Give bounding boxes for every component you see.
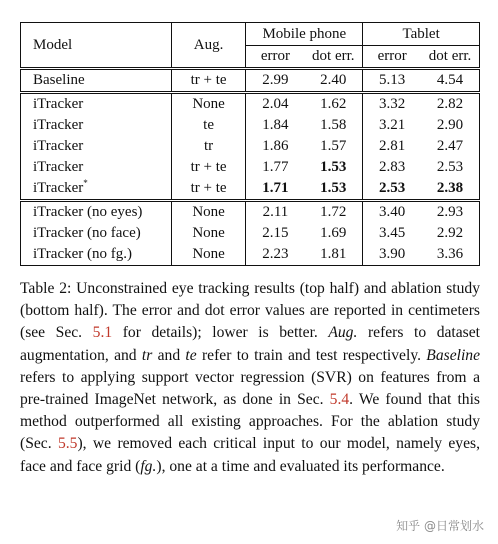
cell-aug: tr bbox=[171, 136, 246, 157]
cell-model: iTracker (no eyes) bbox=[21, 201, 172, 224]
cell-mobile-error: 2.15 bbox=[262, 225, 289, 241]
caption-text: refers to applying support vector regression (SVR) on features from a pre-trained ImageNet network, as done in Sec. bbox=[20, 368, 480, 409]
cell-model bbox=[21, 178, 172, 201]
cell-model: iTracker (no face) bbox=[21, 223, 172, 244]
section-link-5-5[interactable]: 5.5 bbox=[57, 435, 78, 453]
cell-model: iTracker (no fg.) bbox=[21, 244, 172, 266]
caption-text: refer to train and test respectively. bbox=[196, 346, 427, 364]
table-row bbox=[21, 223, 480, 244]
cell-aug: None bbox=[171, 244, 246, 266]
caption-italic-baseline: Baseline bbox=[426, 346, 480, 364]
cell-tablet-error: 2.83 bbox=[379, 159, 406, 175]
cell-aug: None bbox=[171, 223, 246, 244]
cell-tablet-dot: 3.36 bbox=[436, 246, 464, 262]
cell-model: iTracker bbox=[21, 157, 172, 178]
cell-model: Baseline bbox=[21, 69, 172, 93]
cell-mobile-error: 2.99 bbox=[246, 69, 304, 93]
cell-mobile-dot: 1.62 bbox=[304, 93, 362, 116]
caption-italic-tr: tr bbox=[141, 346, 153, 364]
cell-mobile-dot: 1.58 bbox=[304, 115, 362, 136]
cell-tablet-dot: 2.92 bbox=[436, 225, 464, 241]
subheader-mobile-dot: dot err. bbox=[304, 46, 362, 69]
cell-tablet-dot: 2.90 bbox=[436, 117, 464, 133]
table-row bbox=[21, 244, 480, 266]
caption-text: ), we removed each critical input to our model, namely eyes, face and face grid ( bbox=[20, 435, 480, 475]
table-header-row bbox=[21, 23, 480, 46]
cell-mobile-error: 2.11 bbox=[246, 201, 304, 224]
cell-tablet-dot: 2.93 bbox=[421, 201, 479, 224]
cell-tablet-error: 3.90 bbox=[379, 246, 406, 262]
cell-tablet-error: 3.21 bbox=[379, 117, 406, 133]
table-row bbox=[21, 93, 480, 116]
cell-tablet-error: 2.53 bbox=[379, 180, 406, 196]
paper-figure bbox=[20, 22, 480, 478]
caption-text: Table 2: Unconstrained eye tracking results (top half) and ablation study (bottom half). The error and dot error values are reported in centimeters (see Sec. bbox=[20, 280, 480, 342]
cell-aug: tr + te bbox=[171, 69, 246, 93]
cell-tablet-error: 3.32 bbox=[363, 93, 421, 116]
caption-text: for details); lower is better. bbox=[112, 324, 329, 342]
section-link-5-1[interactable]: 5.1 bbox=[92, 324, 113, 342]
cell-tablet-error: 2.81 bbox=[379, 138, 406, 154]
cell-aug: tr + te bbox=[171, 157, 246, 178]
caption-text: . We found that this method outperformed all existing approaches. For the ablation study (Sec. bbox=[20, 391, 480, 453]
cell-mobile-dot: 2.40 bbox=[304, 69, 362, 93]
caption-italic-aug: Aug. bbox=[328, 324, 358, 342]
cell-tablet-dot: 2.38 bbox=[436, 180, 464, 196]
cell-model: iTracker bbox=[21, 136, 172, 157]
caption-text: refers to dataset augmentation, and bbox=[20, 324, 480, 364]
cell-model: iTracker bbox=[21, 93, 172, 116]
table-row bbox=[21, 201, 480, 224]
cell-mobile-error: 1.84 bbox=[262, 117, 289, 133]
cell-tablet-dot: 2.53 bbox=[436, 159, 464, 175]
header-aug: Aug. bbox=[171, 23, 246, 69]
subheader-mobile-error: error bbox=[260, 48, 290, 64]
table-row bbox=[21, 115, 480, 136]
asterisk-superscript: * bbox=[83, 178, 88, 188]
zhihu-watermark-text: 知乎 @日常划水 bbox=[396, 519, 484, 533]
caption-italic-fg: fg. bbox=[140, 457, 157, 475]
caption-italic-te: te bbox=[185, 346, 197, 364]
section-link-5-4[interactable]: 5.4 bbox=[329, 391, 350, 409]
cell-tablet-dot: 2.47 bbox=[436, 138, 464, 154]
cell-mobile-dot: 1.53 bbox=[304, 157, 362, 178]
cell-mobile-error: 1.71 bbox=[262, 180, 289, 196]
header-tablet: Tablet bbox=[363, 23, 480, 46]
cell-mobile-dot: 1.81 bbox=[304, 244, 362, 266]
cell-aug: None bbox=[171, 201, 246, 224]
results-table bbox=[20, 22, 480, 266]
table-row bbox=[21, 136, 480, 157]
cell-tablet-dot: 2.82 bbox=[421, 93, 479, 116]
cell-model: iTracker bbox=[21, 115, 172, 136]
cell-mobile-error: 1.86 bbox=[262, 138, 289, 154]
header-model: Model bbox=[21, 23, 172, 69]
cell-mobile-error: 1.77 bbox=[262, 159, 289, 175]
watermark bbox=[396, 517, 484, 534]
cell-mobile-dot: 1.69 bbox=[304, 223, 362, 244]
cell-aug: None bbox=[171, 93, 246, 116]
table-row bbox=[21, 69, 480, 93]
table-caption bbox=[20, 278, 480, 478]
cell-aug: tr + te bbox=[171, 178, 246, 201]
cell-aug: te bbox=[171, 115, 246, 136]
cell-mobile-error: 2.04 bbox=[246, 93, 304, 116]
subheader-tablet-dot: dot err. bbox=[428, 48, 472, 64]
cell-tablet-error: 3.45 bbox=[379, 225, 406, 241]
header-mobile-phone: Mobile phone bbox=[246, 23, 363, 46]
cell-tablet-dot: 4.54 bbox=[421, 69, 479, 93]
caption-text: and bbox=[152, 346, 186, 364]
cell-mobile-error: 2.23 bbox=[262, 246, 289, 262]
cell-mobile-dot: 1.53 bbox=[304, 178, 362, 201]
cell-tablet-error: 3.40 bbox=[363, 201, 421, 224]
cell-mobile-dot: 1.57 bbox=[304, 136, 362, 157]
table-row bbox=[21, 178, 480, 201]
cell-mobile-dot: 1.72 bbox=[304, 201, 362, 224]
table-row bbox=[21, 157, 480, 178]
subheader-tablet-error: error bbox=[377, 48, 407, 64]
cell-model-text: iTracker bbox=[33, 180, 84, 196]
caption-text: ), one at a time and evaluated its performance. bbox=[156, 457, 445, 475]
cell-tablet-error: 5.13 bbox=[363, 69, 421, 93]
